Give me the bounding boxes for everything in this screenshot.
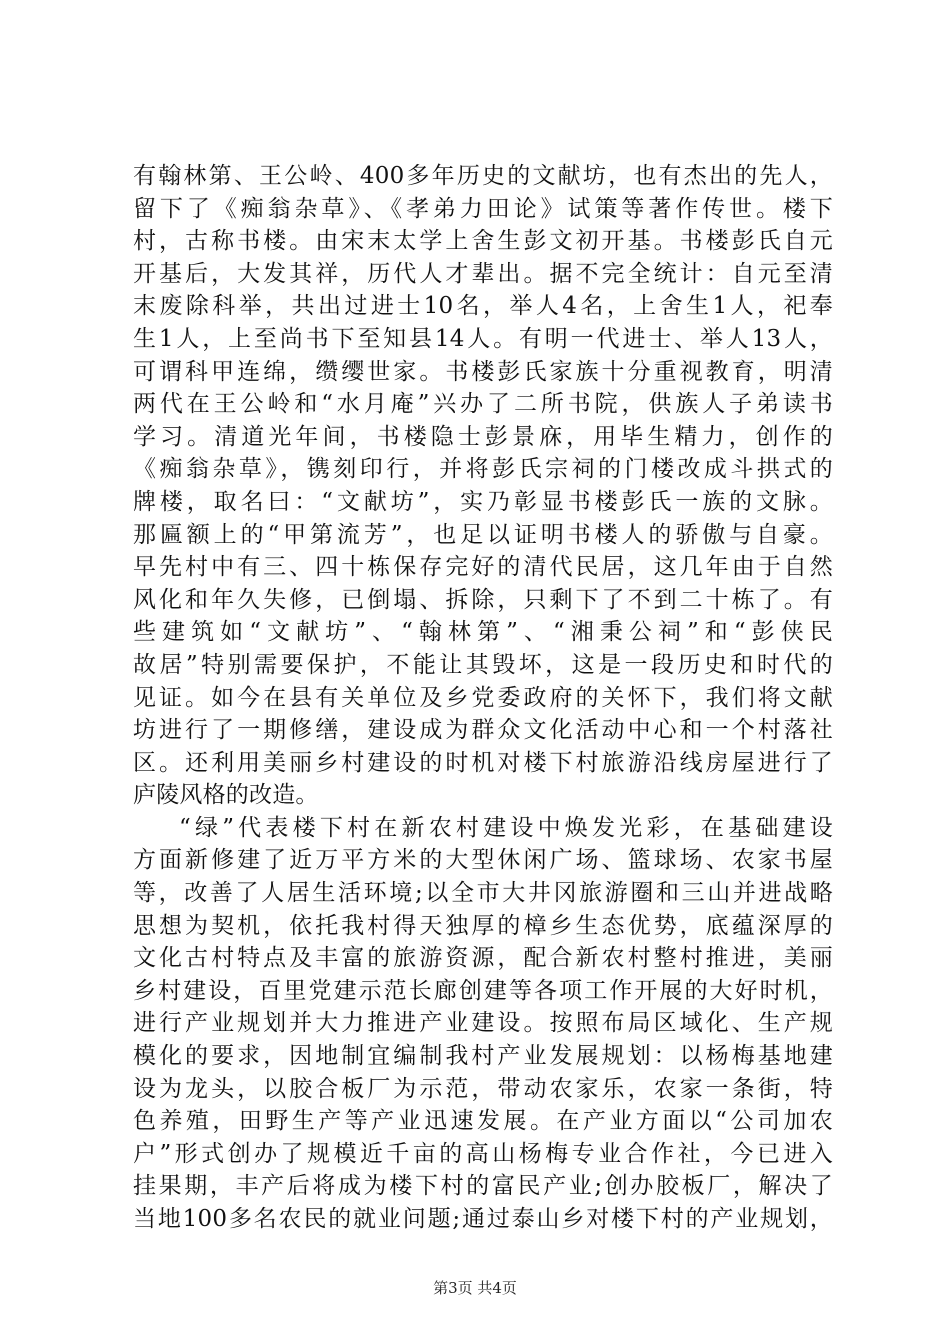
text-line: 庐陵风格的改造。 bbox=[133, 782, 319, 809]
text-line: 当地100多名农民的就业问题;通过泰山乡对楼下村的产业规划， bbox=[133, 1206, 833, 1232]
text-line: 两代在王公岭和“水月庵”兴办了二所书院，供族人子弟读书 bbox=[133, 391, 833, 418]
text-line: 可谓科甲连绵，缵缨世家。书楼彭氏家族十分重视教育，明清 bbox=[133, 358, 833, 385]
body-text bbox=[133, 160, 833, 1236]
text-line: 设为龙头，以胶合板厂为示范，带动农家乐，农家一条街，特 bbox=[133, 1075, 833, 1102]
text-line: 方面新修建了近万平方米的大型休闲广场、篮球场、农家书屋 bbox=[133, 847, 833, 874]
text-line: 进行产业规划并大力推进产业建设。按照布局区域化、生产规 bbox=[133, 1010, 833, 1037]
text-line: 等，改善了人居生活环境;以全市大井冈旅游圈和三山并进战略 bbox=[133, 880, 833, 907]
text-line: 色养殖，田野生产等产业迅速发展。在产业方面以“公司加农 bbox=[133, 1108, 833, 1135]
text-line: 故居”特别需要保护，不能让其毁坏，这是一段历史和时代的 bbox=[133, 651, 833, 678]
text-line: 坊进行了一期修缮，建设成为群众文化活动中心和一个村落社 bbox=[133, 717, 833, 744]
text-line: 开基后，大发其祥，历代人才辈出。据不完全统计：自元至清 bbox=[133, 260, 833, 287]
text-line: 留下了《痴翁杂草》、《孝弟力田论》试策等著作传世。楼下 bbox=[133, 195, 833, 222]
text-line: 末废除科举，共出过进士10名，举人4名，上舍生1人，祀奉 bbox=[133, 293, 833, 320]
text-line: 乡村建设，百里党建示范长廊创建等各项工作开展的大好时机， bbox=[133, 977, 833, 1004]
text-line: 风化和年久失修，已倒塌、拆除，只剩下了不到二十栋了。有 bbox=[133, 586, 833, 613]
text-line: 那匾额上的“甲第流芳”，也足以证明书楼人的骄傲与自豪。 bbox=[133, 521, 833, 548]
text-line: 些建筑如“文献坊”、“翰林第”、“湘秉公祠”和“彭侠民 bbox=[133, 619, 833, 646]
text-line: 户”形式创办了规模近千亩的高山杨梅专业合作社，今已进入 bbox=[133, 1140, 833, 1167]
text-line: 模化的要求，因地制宜编制我村产业发展规划：以杨梅基地建 bbox=[133, 1043, 833, 1070]
text-line: 生1人，上至尚书下至知县14人。有明一代进士、举人13人， bbox=[133, 325, 833, 352]
text-line: 村，古称书楼。由宋末太学上舍生彭文初开基。书楼彭氏自元 bbox=[133, 228, 833, 255]
text-line: “绿”代表楼下村在新农村建设中焕发光彩，在基础建设 bbox=[179, 814, 833, 841]
text-line: 挂果期，丰产后将成为楼下村的富民产业;创办胶板厂，解决了 bbox=[133, 1173, 833, 1200]
text-line: 见证。如今在县有关单位及乡党委政府的关怀下，我们将文献 bbox=[133, 684, 833, 711]
text-line: 学习。清道光年间，书楼隐士彭景庥，用毕生精力，创作的 bbox=[133, 423, 833, 450]
paragraph bbox=[133, 812, 833, 1236]
text-line: 有翰林第、王公岭、400多年历史的文献坊，也有杰出的先人， bbox=[133, 163, 833, 189]
paragraph bbox=[133, 160, 833, 812]
page-footer: 第3页 共4页 bbox=[433, 1279, 517, 1297]
text-line: 早先村中有三、四十栋保存完好的清代民居，这几年由于自然 bbox=[133, 554, 833, 581]
text-line: 思想为契机，依托我村得天独厚的樟乡生态优势，底蕴深厚的 bbox=[133, 912, 833, 939]
text-line: 《痴翁杂草》，镌刻印行，并将彭氏宗祠的门楼改成斗拱式的 bbox=[133, 456, 833, 483]
text-line: 文化古村特点及丰富的旅游资源，配合新农村整村推进，美丽 bbox=[133, 945, 833, 972]
text-line: 区。还利用美丽乡村建设的时机对楼下村旅游沿线房屋进行了 bbox=[133, 749, 833, 776]
text-line: 牌楼，取名曰：“文献坊”，实乃彰显书楼彭氏一族的文脉。 bbox=[133, 488, 833, 515]
